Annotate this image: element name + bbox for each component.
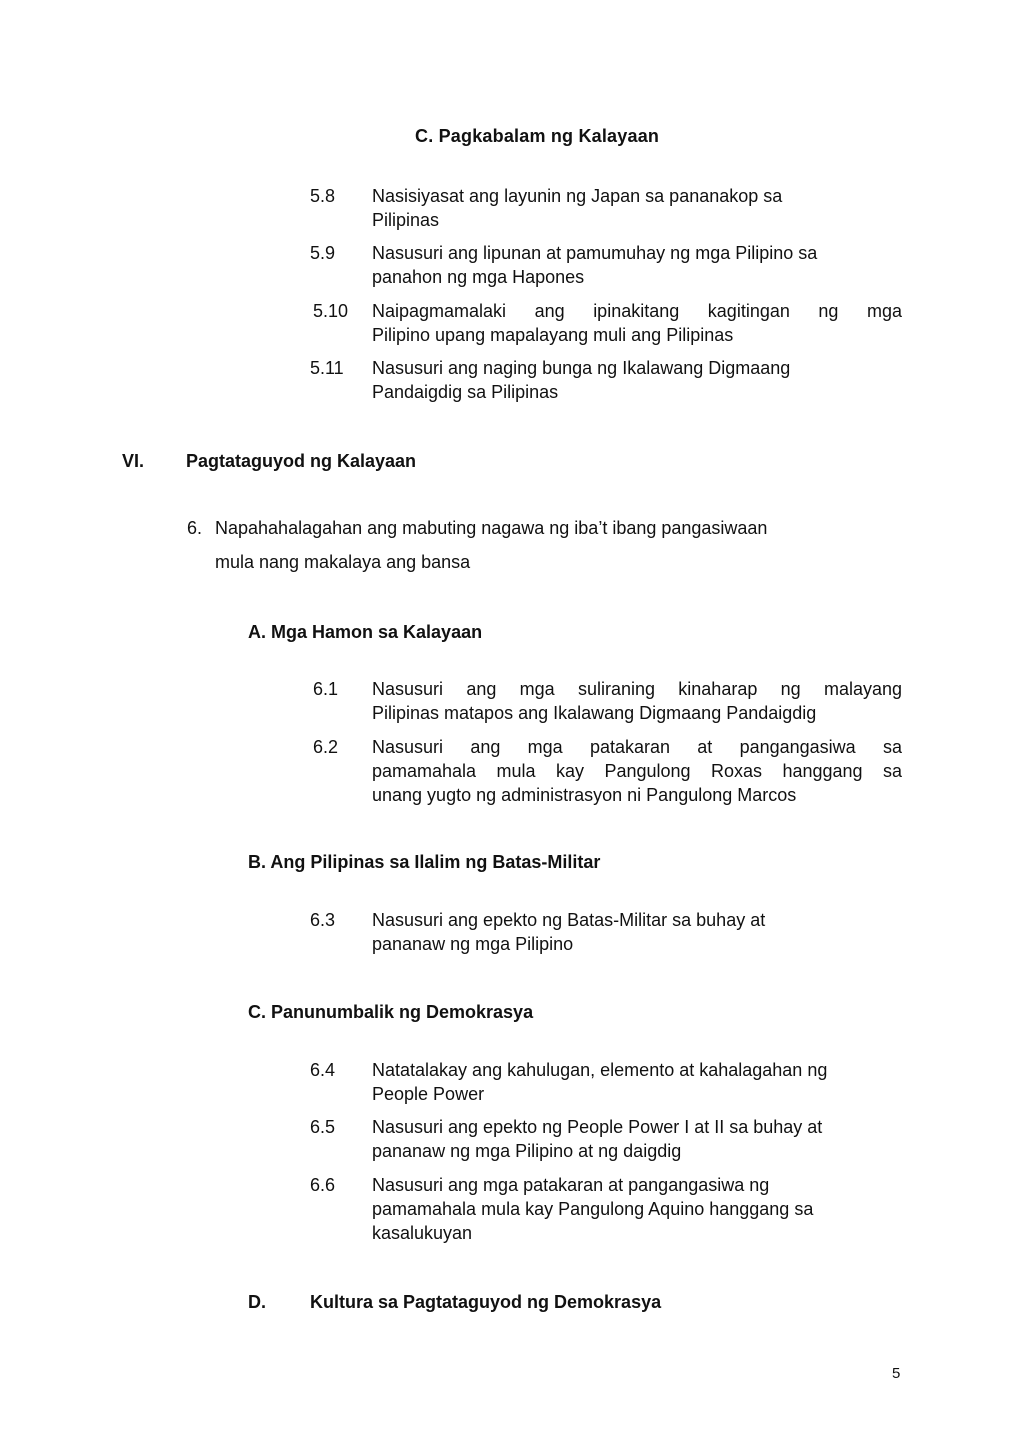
objective-line: Napahahalagahan ang mabuting nagawa ng iba’t ibang pangasiwaan <box>215 518 768 538</box>
item-text: Nasusuri ang mga patakaran at pangangasiwa ng pamamahala mula kay Pangulong Aquino hanggang sa kasalukuyan <box>372 1175 814 1243</box>
item-number: 5.11 <box>310 358 344 378</box>
item-text: Nasisiyasat ang layunin ng Japan sa pananakop sa Pilipinas <box>372 186 783 230</box>
item-number: 5.10 <box>313 301 349 321</box>
item-text: Nasusuri ang mga patakaran at pangangasiwa sa pamamahala mula kay Pangulong Roxas hanggang sa unang yugto ng administrasyon ni Pangulong Marcos <box>372 737 902 805</box>
item-number: 5.9 <box>310 243 336 263</box>
section-d-title: Kultura sa Pagtataguyod ng Demokrasya <box>310 1292 662 1312</box>
item-text: Nasusuri ang epekto ng People Power I at II sa buhay at pananaw ng mga Pilipino at ng daigdig <box>372 1117 823 1161</box>
item-number: 5.8 <box>310 186 336 206</box>
item-number: 6.5 <box>310 1117 336 1137</box>
item-number: 6.6 <box>310 1175 336 1195</box>
page-number: 5 <box>892 1365 901 1382</box>
item-number: 6.2 <box>313 737 339 757</box>
section-c-heading: C. Panunumbalik ng Demokrasya <box>248 1002 534 1022</box>
section-a-heading: A. Mga Hamon sa Kalayaan <box>248 622 483 642</box>
objective-line: mula nang makalaya ang bansa <box>215 552 471 572</box>
objective-number: 6. <box>187 518 203 538</box>
item-text: Natatalakay ang kahulugan, elemento at kahalagahan ng People Power <box>372 1060 828 1104</box>
item-text: Nasusuri ang epekto ng Batas-Militar sa buhay at pananaw ng mga Pilipino <box>372 910 766 954</box>
section-d-letter: D. <box>248 1292 266 1312</box>
item-number: 6.1 <box>313 679 339 699</box>
part-title: Pagtataguyod ng Kalayaan <box>186 451 417 471</box>
section-b-heading: B. Ang Pilipinas sa Ilalim ng Batas-Militar <box>248 852 601 872</box>
item-text: Nasusuri ang mga suliraning kinaharap ng malayang Pilipinas matapos ang Ikalawang Digmaang Pandaigdig <box>372 679 902 723</box>
section-c-top-heading: C. Pagkabalam ng Kalayaan <box>415 126 660 146</box>
item-text: Nasusuri ang naging bunga ng Ikalawang Digmaang Pandaigdig sa Pilipinas <box>372 358 791 402</box>
item-text: Nasusuri ang lipunan at pamumuhay ng mga Pilipino sa panahon ng mga Hapones <box>372 243 818 287</box>
item-number: 6.3 <box>310 910 336 930</box>
part-roman-numeral: VI. <box>122 451 145 471</box>
item-number: 6.4 <box>310 1060 336 1080</box>
item-text: Naipagmamalaki ang ipinakitang kagitingan ng mga Pilipino upang mapalayang muli ang Pilipinas <box>372 301 902 345</box>
